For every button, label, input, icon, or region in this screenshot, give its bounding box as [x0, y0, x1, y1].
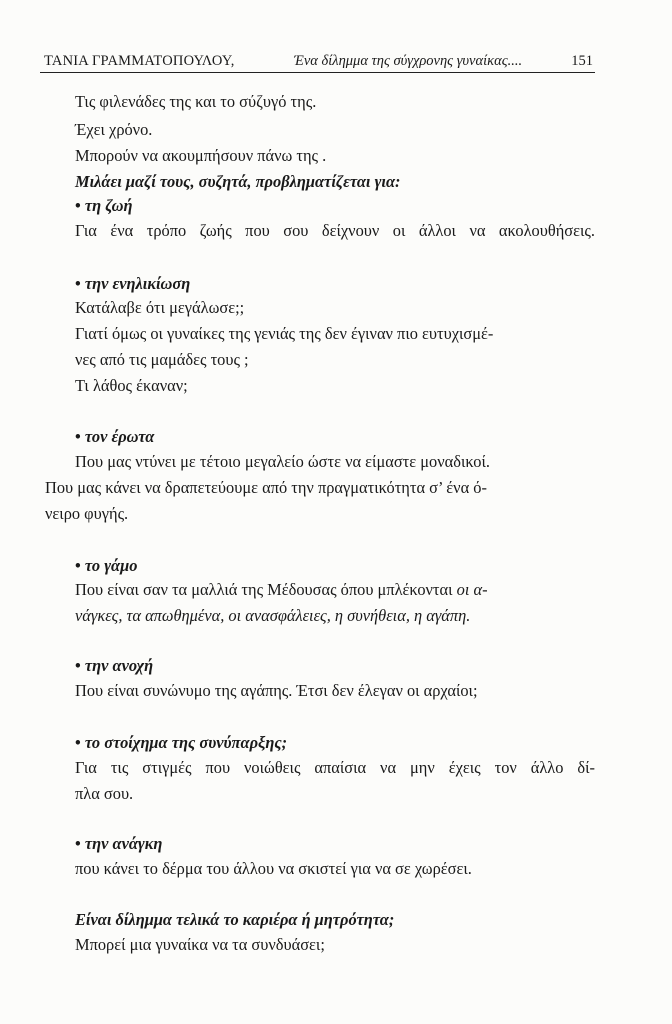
text-line: Που είναι συνώνυμο της αγάπης. Έτσι δεν έλεγαν οι αρχαίοι;	[75, 681, 478, 700]
text-line: Για τις στιγμές που νοιώθεις απαίσια να μην έχεις τον άλλο δί-	[75, 758, 595, 777]
bullet-icon: •	[75, 556, 81, 575]
running-header	[40, 52, 595, 73]
header-author: ΤΑΝΙΑ ΓΡΑΜΜΑΤΟΠΟΥΛΟΥ,	[44, 53, 235, 69]
topic-heading	[75, 656, 153, 676]
text-line: που κάνει το δέρμα του άλλου να σκιστεί για να σε χωρέσει.	[75, 859, 472, 878]
text-line: Μπορούν να ακουμπήσουν πάνω της .	[75, 146, 327, 165]
page-number: 151	[571, 53, 593, 69]
topic-heading-text: την ενηλικίωση	[84, 274, 191, 293]
text-line: Τις φιλενάδες της και το σύζυγό της.	[75, 92, 317, 111]
text-segment: Που είναι σαν τα μαλλιά της Μέδουσας όπου μπλέκονται	[75, 580, 457, 599]
bullet-icon: •	[75, 274, 81, 293]
text-line: Τι λάθος έκαναν;	[75, 376, 188, 395]
bullet-icon: •	[75, 196, 81, 215]
text-line: Κατάλαβε ότι μεγάλωσε;;	[75, 298, 245, 317]
topic-heading-text: τη ζωή	[84, 196, 133, 215]
topic-heading-text: την ανάγκη	[84, 834, 163, 853]
bullet-icon: •	[75, 656, 81, 675]
bullet-icon: •	[75, 834, 81, 853]
topic-heading	[75, 196, 133, 216]
topic-heading-text: την ανοχή	[84, 656, 154, 675]
topic-heading	[75, 834, 162, 854]
topic-heading	[75, 274, 190, 294]
text-segment-italic: οι α-	[456, 580, 488, 599]
section-intro: Μιλάει μαζί τους, συζητά, προβληματίζεται για:	[75, 172, 401, 191]
text-line: Έχει χρόνο.	[75, 120, 153, 139]
text-line: Που μας κάνει να δραπετεύουμε από την πραγματικότητα σ’ ένα ό-	[45, 478, 487, 497]
topic-heading	[75, 733, 287, 753]
text-line: πλα σου.	[75, 784, 134, 803]
text-line: Για ένα τρόπο ζωής που σου δείχνουν οι άλλοι να ακολουθήσεις.	[75, 221, 595, 240]
text-line: Που μας ντύνει με τέτοιο μεγαλείο ώστε να είμαστε μοναδικοί.	[75, 452, 490, 471]
topic-heading-text: το γάμο	[84, 556, 138, 575]
topic-heading	[75, 556, 137, 576]
bullet-icon: •	[75, 427, 81, 446]
header-title: Ένα δίλημμα της σύγχρονης γυναίκας....	[294, 53, 523, 69]
text-line: νες από τις μαμάδες τους ;	[75, 350, 249, 369]
text-line: νειρο φυγής.	[45, 504, 129, 523]
topic-heading-text: το στοίχημα της συνύπαρξης;	[84, 733, 288, 752]
text-line: Γιατί όμως οι γυναίκες της γενιάς της δεν έγιναν πιο ευτυχισμέ-	[75, 324, 494, 343]
topic-heading	[75, 427, 154, 447]
section-question: Είναι δίλημμα τελικά το καριέρα ή μητρότητα;	[75, 910, 395, 929]
topic-heading-text: τον έρωτα	[84, 427, 155, 446]
text-line: Μπορεί μια γυναίκα να τα συνδυάσει;	[75, 935, 325, 954]
text-line	[75, 580, 488, 600]
text-line: νάγκες, τα απωθημένα, οι ανασφάλειες, η συνήθεια, η αγάπη.	[75, 606, 471, 625]
bullet-icon: •	[75, 733, 81, 752]
